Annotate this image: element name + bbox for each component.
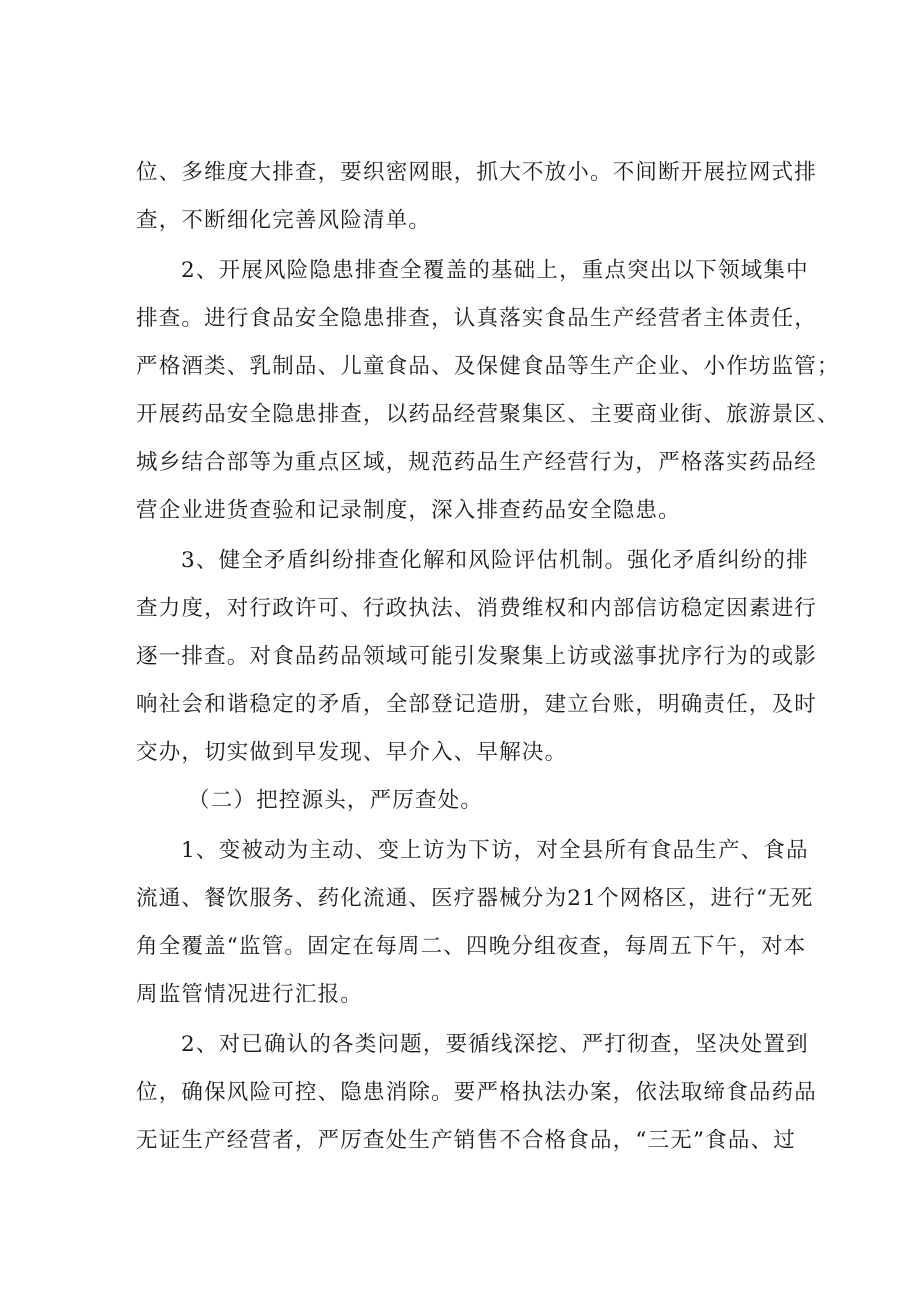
text-line: 位，确保风险可控、隐患消除。要严格执法办案，依法取缔食品药品 (136, 1080, 818, 1105)
paragraph-start-line: 2、开展风险隐患排查全覆盖的基础上，重点突出以下领域集中 (181, 258, 809, 283)
text-line: 营企业进货查验和记录制度，深入排查药品安全隐患。 (136, 498, 681, 523)
text-line: 查力度，对行政许可、行政执法、消费维权和内部信访稳定因素进行 (136, 596, 818, 621)
section-heading: （二）把控源头，严厉查处。 (188, 788, 484, 813)
text-line: 角全覆盖“监管。固定在每周二、四晚分组夜查，每周五下午，对本 (136, 934, 807, 959)
text-line: 响社会和谐稳定的矛盾，全部登记造册，建立台账，明确责任，及时 (136, 692, 818, 717)
text-line: 逐一排查。对食品药品领域可能引发聚集上访或滋事扰序行为的或影 (136, 644, 818, 669)
text-line: 无证生产经营者，严厉查处生产销售不合格食品，“三无”食品、过 (136, 1128, 796, 1153)
text-line: 位、多维度大排查，要织密网眼，抓大不放小。不间断开展拉网式排 (136, 160, 818, 185)
text-line: 交办，切实做到早发现、早介入、早解决。 (136, 740, 568, 765)
paragraph-start-line: 1、变被动为主动、变上访为下访，对全县所有食品生产、食品 (181, 838, 809, 863)
text-line: 开展药品安全隐患排查，以药品经营聚集区、主要商业街、旅游景区、 (136, 402, 840, 427)
text-line: 排查。进行食品安全隐患排查，认真落实食品生产经营者主体责任， (136, 306, 818, 331)
paragraph-start-line: 3、健全矛盾纠纷排查化解和风险评估机制。强化矛盾纠纷的排 (181, 548, 809, 573)
text-line: 流通、餐饮服务、药化流通、医疗器械分为21个网格区，进行“无死 (136, 886, 814, 911)
text-line: 城乡结合部等为重点区域，规范药品生产经营行为，严格落实药品经 (136, 450, 818, 475)
text-line: 查，不断细化完善风险清单。 (136, 208, 432, 233)
paragraph-start-line: 2、对已确认的各类问题，要循线深挖、严打彻查，坚决处置到 (181, 1032, 809, 1057)
text-line: 严格酒类、乳制品、儿童食品、及保健食品等生产企业、小作坊监管； (136, 354, 840, 379)
text-line: 周监管情况进行汇报。 (136, 982, 364, 1007)
